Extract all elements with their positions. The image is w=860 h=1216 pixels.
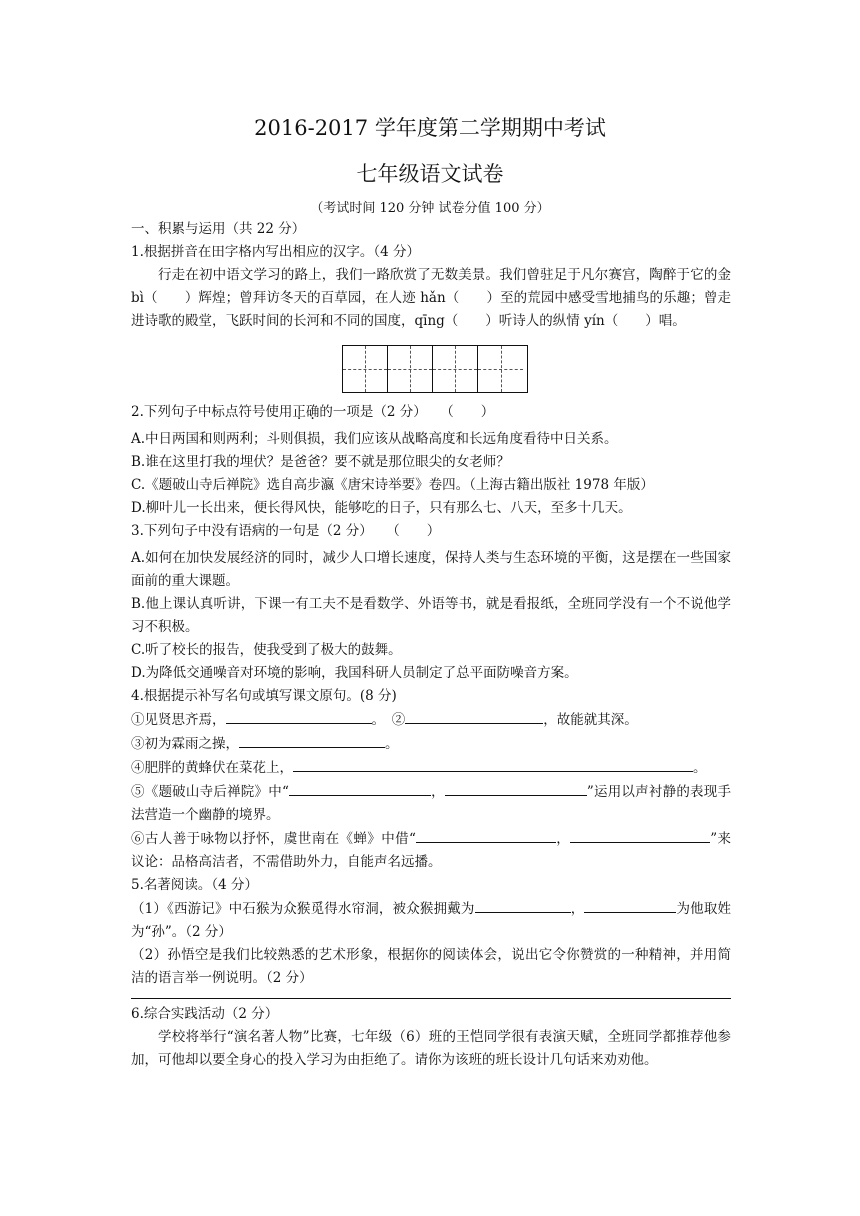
q3-option-a: A.如何在加快发展经济的同时，减少人口增长速度，保持人类与生态环境的平衡，这是摆在一些国家面前的重大课题。	[131, 550, 731, 589]
q4-line-4	[131, 780, 731, 827]
q1-passage: 行走在初中语文学习的路上，我们一路欣赏了无数美景。我们曾驻足于凡尔赛宫，陶醉于它的金 bì（ ）辉煌；曾拜访冬天的百草园，在人迹 hǎn（ ）至的荒园中感受雪地捕鸟的乐趣；曾走进诗歌的殿堂，飞跃时间的长河和不同的国度，qīng（ ）听诗人的纵情 yín（ ）唱。	[131, 267, 745, 329]
q2-stem-dotted: 确	[305, 404, 320, 420]
q2-option-a: A.中日两国和则两利；斗则俱损，我们应该从战略高度和长远角度看待中日关系。	[131, 431, 618, 447]
q5-text: ，	[570, 901, 585, 917]
q2-option-b: B.谁在这里打我的埋伏？是爸爸？要不就是那位眼尖的女老师？	[131, 454, 510, 470]
q4-line-2	[131, 732, 731, 756]
tian-cell[interactable]	[433, 346, 478, 392]
answer-blank[interactable]	[226, 708, 372, 724]
answer-blank[interactable]	[584, 897, 676, 913]
q4-line-3	[131, 756, 731, 780]
q4-text: ③初为霖雨之操，	[131, 736, 239, 752]
q4-stem: 4.根据提示补写名句或填写课文原句。(8 分)	[131, 688, 397, 704]
q4-text: ①见贤思齐焉，	[131, 712, 226, 728]
answer-blank[interactable]	[293, 756, 693, 772]
tian-cell[interactable]	[343, 346, 388, 392]
tian-cell[interactable]	[388, 346, 433, 392]
q6-passage: 学校将举行“演名著人物”比赛，七年级（6）班的王恺同学很有表演天赋，全班同学都推荐他参加，可他却以要全身心的投入学习为由拒绝了。请你为该班的班长设计几句话来劝劝他。	[131, 1029, 731, 1068]
q4-text: ，	[430, 784, 445, 800]
answer-blank[interactable]	[239, 732, 385, 748]
q4-text: ⑥古人善于咏物以抒怀，虞世南在《蝉》中借“	[131, 831, 416, 847]
answer-blank[interactable]	[570, 827, 710, 843]
q3-option-c: C.听了校长的报告，使我受到了极大的鼓舞。	[131, 642, 402, 658]
tian-grid[interactable]	[342, 345, 528, 393]
q2-option-c: C.《题破山寺后禅院》选自高步瀛《唐宋诗举要》卷四。（上海古籍出版社 1978 年版）	[131, 477, 654, 493]
exam-content	[131, 218, 745, 1072]
q2-option-d: D.柳叶儿一长出来，便长得风快，能够吃的日子，只有那么七、八天，至多十几天。	[131, 500, 632, 516]
q2-stem-after: 的一项是（2 分） （ ）	[319, 404, 495, 420]
q4-text: 。	[693, 760, 707, 776]
q4-text: ，	[555, 831, 571, 847]
q5-stem: 5.名著阅读。（4 分）	[131, 877, 259, 893]
q4-text: ⑤《题破山寺后禅院》中“	[131, 784, 289, 800]
q3-stem: 3.下列句子中没有语病的一句是（2 分） （ ）	[131, 523, 441, 539]
answer-blank[interactable]	[475, 897, 571, 913]
q4-text: ，故能就其深。	[543, 712, 638, 728]
exam-info: （考试时间 120 分钟 试卷分值 100 分）	[310, 201, 550, 216]
q4-text: 。 ②	[371, 712, 406, 728]
q4-text: ”运用以声衬静的表现手法营造一个幽静的境界。	[131, 784, 732, 823]
q2-stem	[131, 401, 731, 424]
q3-option-b: B.他上课认真听讲，下课一有工夫不是看数学、外语等书，就是看报纸，全班同学没有一个不说他学习不积极。	[131, 596, 731, 635]
q4-line-5	[131, 827, 731, 874]
answer-blank[interactable]	[289, 780, 431, 796]
answer-line[interactable]	[131, 998, 731, 999]
answer-blank[interactable]	[405, 708, 543, 724]
exam-subtitle: 七年级语文试卷	[356, 162, 504, 186]
q4-text: ④肥胖的黄蜂伏在菜花上，	[131, 760, 293, 776]
q2-stem-before: 2.下列句子中标点符号使用	[131, 404, 293, 420]
q4-text: ”来议论：品格高洁者，不需借助外力，自能声名远播。	[131, 831, 732, 870]
q1-stem: 1.根据拼音在田字格内写出相应的汉字。（4 分）	[131, 244, 421, 260]
section-heading: 一、积累与运用（共 22 分）	[131, 221, 306, 237]
q6-stem: 6.综合实践活动（2 分）	[131, 1006, 279, 1022]
q4-line-1	[131, 708, 731, 732]
tian-cell[interactable]	[478, 346, 523, 392]
q2-stem-dotted: 正	[292, 404, 306, 420]
q5-part-1	[131, 897, 731, 944]
q5-text: （1）《西游记》中石猴为众猴觅得水帘洞，被众猴拥戴为	[131, 901, 475, 917]
q5-text: 为他取姓为“孙”。（2 分）	[131, 901, 732, 940]
q3-option-d: D.为降低交通噪音对环境的影响，我国科研人员制定了总平面防噪音方案。	[131, 665, 578, 681]
answer-blank[interactable]	[445, 780, 587, 796]
answer-blank[interactable]	[416, 827, 556, 843]
q4-text: 。	[385, 736, 399, 752]
exam-title: 2016-2017 学年度第二学期期中考试	[254, 116, 606, 140]
q5-part-2: （2）孙悟空是我们比较熟悉的艺术形象，根据你的阅读体会，说出它令你赞赏的一种精神，并用简洁的语言举一例说明。（2 分）	[131, 947, 731, 986]
